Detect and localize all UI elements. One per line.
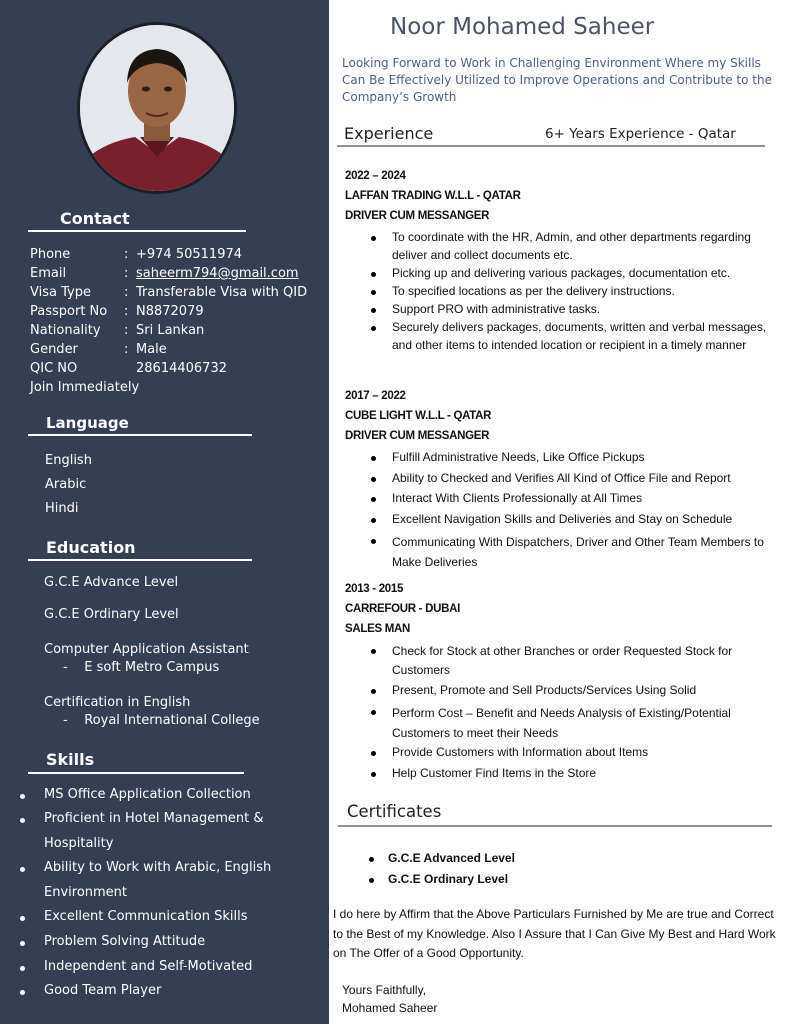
contact-title: Contact [60,209,130,228]
job-duty: Help Customer Find Items in the Store [392,766,597,780]
skill-item-continued: Environment [44,885,128,900]
education-item: G.C.E Advance Level [44,575,179,590]
declaration-text: I do here by Affirm that the Above Particulars Furnished by Me are true and Correct to the Best of my Knowledge. Also I Assure that I Can Give My Best and Hard Work on The Offer of a Good Opportunity. [333,907,776,960]
job-duty: Interact With Clients Professionally at All Times [392,491,643,505]
bullet-icon [20,794,25,799]
bullet-icon [371,236,376,241]
contact-visa: Visa Type : Transferable Visa with QID [30,285,308,300]
profile-photo [77,22,237,194]
skills-divider [28,772,244,774]
job-role: SALES MAN [345,623,411,635]
job-role: DRIVER CUM MESSANGER [345,430,490,442]
education-divider [28,559,252,561]
bullet-icon [371,497,376,502]
contact-passport: Passport No : N8872079 [30,304,204,319]
certificates-title: Certificates [347,802,442,821]
job-duty: Securely delivers packages, documents, written and verbal messages, and other items to intended location or recipient in a timely manner [392,320,767,352]
education-item: Certification in English [44,695,191,710]
job-company: LAFFAN TRADING W.L.L - QATAR [345,190,521,202]
job-period: 2013 - 2015 [345,583,404,595]
job-duty: Picking up and delivering various packages, documentation etc. [392,266,731,280]
contact-divider [28,230,246,232]
skill-item-continued: Hospitality [44,836,114,851]
job-company: CARREFOUR - DUBAI [345,603,461,615]
join-status: Join Immediately [30,380,140,395]
job-period: 2017 – 2022 [345,390,406,402]
experience-summary: 6+ Years Experience - Qatar [545,126,736,142]
signature-name: Mohamed Saheer [342,1001,438,1015]
skill-item: Ability to Work with Arabic, English [44,860,272,875]
job-duty: Ability to Checked and Verifies All Kind of Office File and Report [392,471,731,485]
bullet-icon [20,990,25,995]
skill-item: Independent and Self-Motivated [44,959,253,974]
experience-title: Experience [344,124,434,143]
job-duty: Present, Promote and Sell Products/Services Using Solid [392,683,697,697]
education-item: G.C.E Ordinary Level [44,607,179,622]
bullet-icon [371,326,376,331]
bullet-icon [20,941,25,946]
skill-item: MS Office Application Collection [44,787,251,802]
language-item: English [45,453,92,468]
bullet-icon [371,290,376,295]
contact-qic: QIC NO 28614406732 [30,361,227,376]
bullet-icon [371,308,376,313]
bullet-icon [371,272,376,277]
job-duty: Check for Stock at other Branches or order Requested Stock for Customers [392,644,733,677]
closing-text: Yours Faithfully, [342,983,427,997]
bullet-icon [20,818,25,823]
email-link[interactable]: saheerm794@gmail.com [136,266,299,281]
bullet-icon [371,772,376,777]
skill-item: Good Team Player [44,983,162,998]
job-duty: Communicating With Dispatchers, Driver and Other Team Members to Make Deliveries [392,535,764,569]
bullet-icon [371,751,376,756]
job-duty: To specified locations as per the delivery instructions. [392,284,675,298]
certificate-item: G.C.E Ordinary Level [388,872,509,886]
job-duty: Fulfill Administrative Needs, Like Office Pickups [392,450,645,464]
job-period: 2022 – 2024 [345,170,406,182]
skill-item: Excellent Communication Skills [44,909,248,924]
sidebar [0,0,329,1024]
language-item: Hindi [45,501,79,516]
job-duty: Excellent Navigation Skills and Deliveries and Stay on Schedule [392,512,733,526]
certificates-divider [338,825,772,827]
career-objective: Looking Forward to Work in Challenging Environment Where my Skills Can Be Effectively Utilized to Improve Operations and Contribute to the Company’s Growth [342,56,772,104]
skill-item: Proficient in Hotel Management & [44,811,264,826]
avatar [80,25,234,191]
contact-nationality: Nationality : Sri Lankan [30,323,205,338]
education-item: Computer Application Assistant [44,642,249,657]
skill-item: Problem Solving Attitude [44,934,206,949]
bullet-icon [369,878,374,883]
education-title: Education [46,538,136,557]
language-divider [28,434,252,436]
bullet-icon [371,649,376,654]
contact-phone: Phone : +974 50511974 [30,247,243,262]
education-institution: - Royal International College [63,713,260,728]
bullet-icon [371,477,376,482]
bullet-icon [20,966,25,971]
job-duty: Perform Cost – Benefit and Needs Analysis of Existing/Potential Customers to meet their Needs [392,706,731,740]
job-duty: To coordinate with the HR, Admin, and other departments regarding deliver and collect documents etc. [392,230,751,262]
phone-value: +974 50511974 [136,247,243,262]
job-duty: Support PRO with administrative tasks. [392,302,601,316]
job-duty: Provide Customers with Information about Items [392,745,649,759]
bullet-icon [20,916,25,921]
language-item: Arabic [45,477,87,492]
skills-title: Skills [46,750,95,769]
job-company: CUBE LIGHT W.L.L - QATAR [345,410,492,422]
bullet-icon [371,689,376,694]
bullet-icon [371,710,376,715]
education-institution: - E soft Metro Campus [63,660,220,675]
bullet-icon [369,857,374,862]
bullet-icon [20,867,25,872]
language-title: Language [46,414,129,432]
bullet-icon [371,456,376,461]
bullet-icon [371,518,376,523]
contact-email: Email : saheerm794@gmail.com [30,266,299,281]
bullet-icon [371,539,376,544]
contact-gender: Gender : Male [30,342,167,357]
page-title: Noor Mohamed Saheer [390,14,655,40]
job-role: DRIVER CUM MESSANGER [345,210,490,222]
certificate-item: G.C.E Advanced Level [388,851,515,865]
experience-divider [337,145,765,147]
